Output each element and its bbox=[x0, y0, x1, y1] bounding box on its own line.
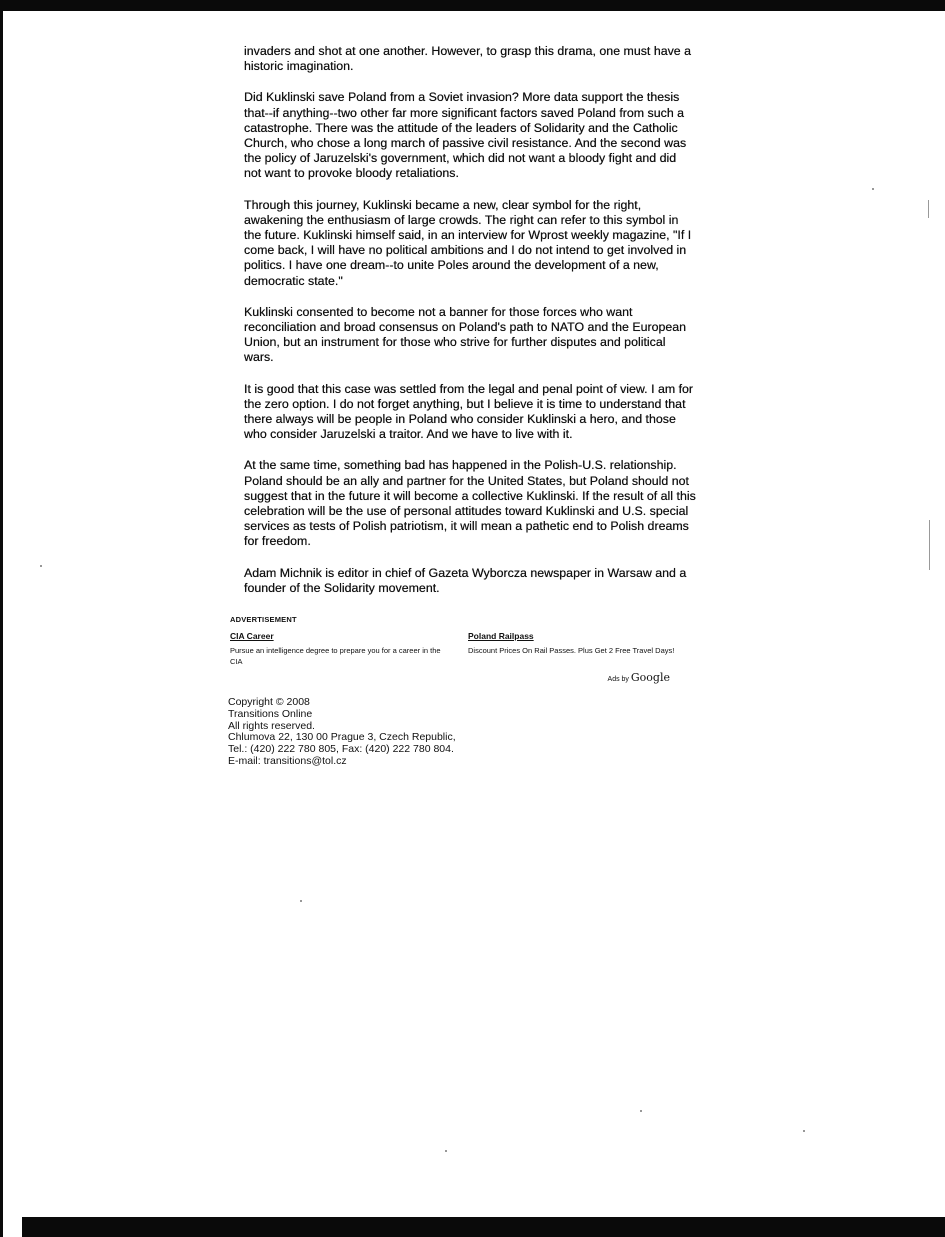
ads-by-google-link[interactable] bbox=[230, 671, 680, 684]
ad-description: Discount Prices On Rail Passes. Plus Get 2 Free Travel Days! bbox=[468, 646, 675, 655]
scan-artifact bbox=[40, 565, 42, 567]
article-body bbox=[244, 44, 696, 612]
scan-artifact bbox=[928, 200, 929, 218]
ad-link-poland-railpass[interactable]: Poland Railpass bbox=[468, 631, 534, 641]
author-bio: Adam Michnik is editor in chief of Gazeta Wyborcza newspaper in Warsaw and a founder of the Solidarity movement. bbox=[244, 565, 687, 595]
footer-line: Chlumova 22, 130 00 Prague 3, Czech Republic, bbox=[228, 731, 456, 744]
article-paragraph: Did Kuklinski save Poland from a Soviet invasion? More data support the thesis that--if anything--two other far more significant factors saved Poland from such a catastrophe. There was the attitude of the leaders of Solidarity and the Catholic Church, who chose a long march of passive civil resistance. And the second was the policy of Jaruzelski's government, which did not want a bloody fight and did not want to provoke bloody retaliations. bbox=[244, 90, 687, 181]
footer-line: Tel.: (420) 222 780 805, Fax: (420) 222 780 804. bbox=[228, 743, 454, 756]
article-paragraph: Through this journey, Kuklinski became a new, clear symbol for the right, awakening the enthusiasm of large crowds. The right can refer to this symbol in the future. Kuklinski himself said, in an interview for Wprost weekly magazine, "If I come back, I will have no political ambitions and I do not intend to get involved in politics. I have one dream--to unite Poles around the development of a new, democratic state." bbox=[244, 197, 692, 288]
advertisement-label: ADVERTISEMENT bbox=[230, 615, 297, 624]
article-paragraph: Kuklinski consented to become not a banner for those forces who want reconciliation and broad consensus on Poland's path to NATO and the European Union, but an instrument for those who strive for further disputes and political wars. bbox=[244, 304, 687, 365]
article-paragraph: At the same time, something bad has happened in the Polish-U.S. relationship. Poland should be an ally and partner for the United States, but Poland should not suggest that in the future it will become a collective Kuklinski. If the result of all this celebration will be the use of personal attitudes toward Kuklinski and U.S. special services as tests of Polish patriotism, it will mean a pathetic end to Polish dreams for freedom. bbox=[244, 458, 696, 549]
scan-border-top bbox=[0, 0, 945, 11]
ad-description: Pursue an intelligence degree to prepare you for a career in the CIA bbox=[230, 646, 441, 666]
ad-item-cia-career bbox=[230, 626, 442, 667]
ads-by-prefix: Ads by bbox=[607, 676, 629, 683]
scan-border-bottom bbox=[22, 1217, 945, 1237]
article-paragraph: invaders and shot at one another. However, to grasp this drama, one must have a historic imagination. bbox=[244, 44, 692, 74]
footer-line: All rights reserved. bbox=[228, 719, 315, 732]
copyright-footer bbox=[228, 697, 548, 768]
scan-artifact bbox=[300, 900, 302, 902]
scan-artifact bbox=[640, 1110, 642, 1112]
ad-link-cia-career[interactable]: CIA Career bbox=[230, 631, 274, 641]
google-logo: Google bbox=[630, 671, 670, 684]
scan-artifact bbox=[929, 520, 930, 570]
advertisement-block bbox=[230, 615, 680, 684]
scan-artifact bbox=[803, 1130, 805, 1132]
footer-line: Transitions Online bbox=[228, 707, 313, 720]
footer-email[interactable]: E-mail: transitions@tol.cz bbox=[228, 754, 347, 767]
ad-item-poland-railpass bbox=[468, 626, 680, 667]
scan-border-left bbox=[0, 0, 3, 1237]
scan-artifact bbox=[445, 1150, 447, 1152]
article-paragraph: It is good that this case was settled from the legal and penal point of view. I am for the zero option. I do not forget anything, but I believe it is time to understand that there always will be people in Poland who consider Kuklinski a hero, and those who consider Jaruzelski a traitor. And we have to live with it. bbox=[244, 381, 694, 442]
footer-line: Copyright © 2008 bbox=[228, 696, 310, 708]
scan-artifact bbox=[872, 188, 874, 190]
